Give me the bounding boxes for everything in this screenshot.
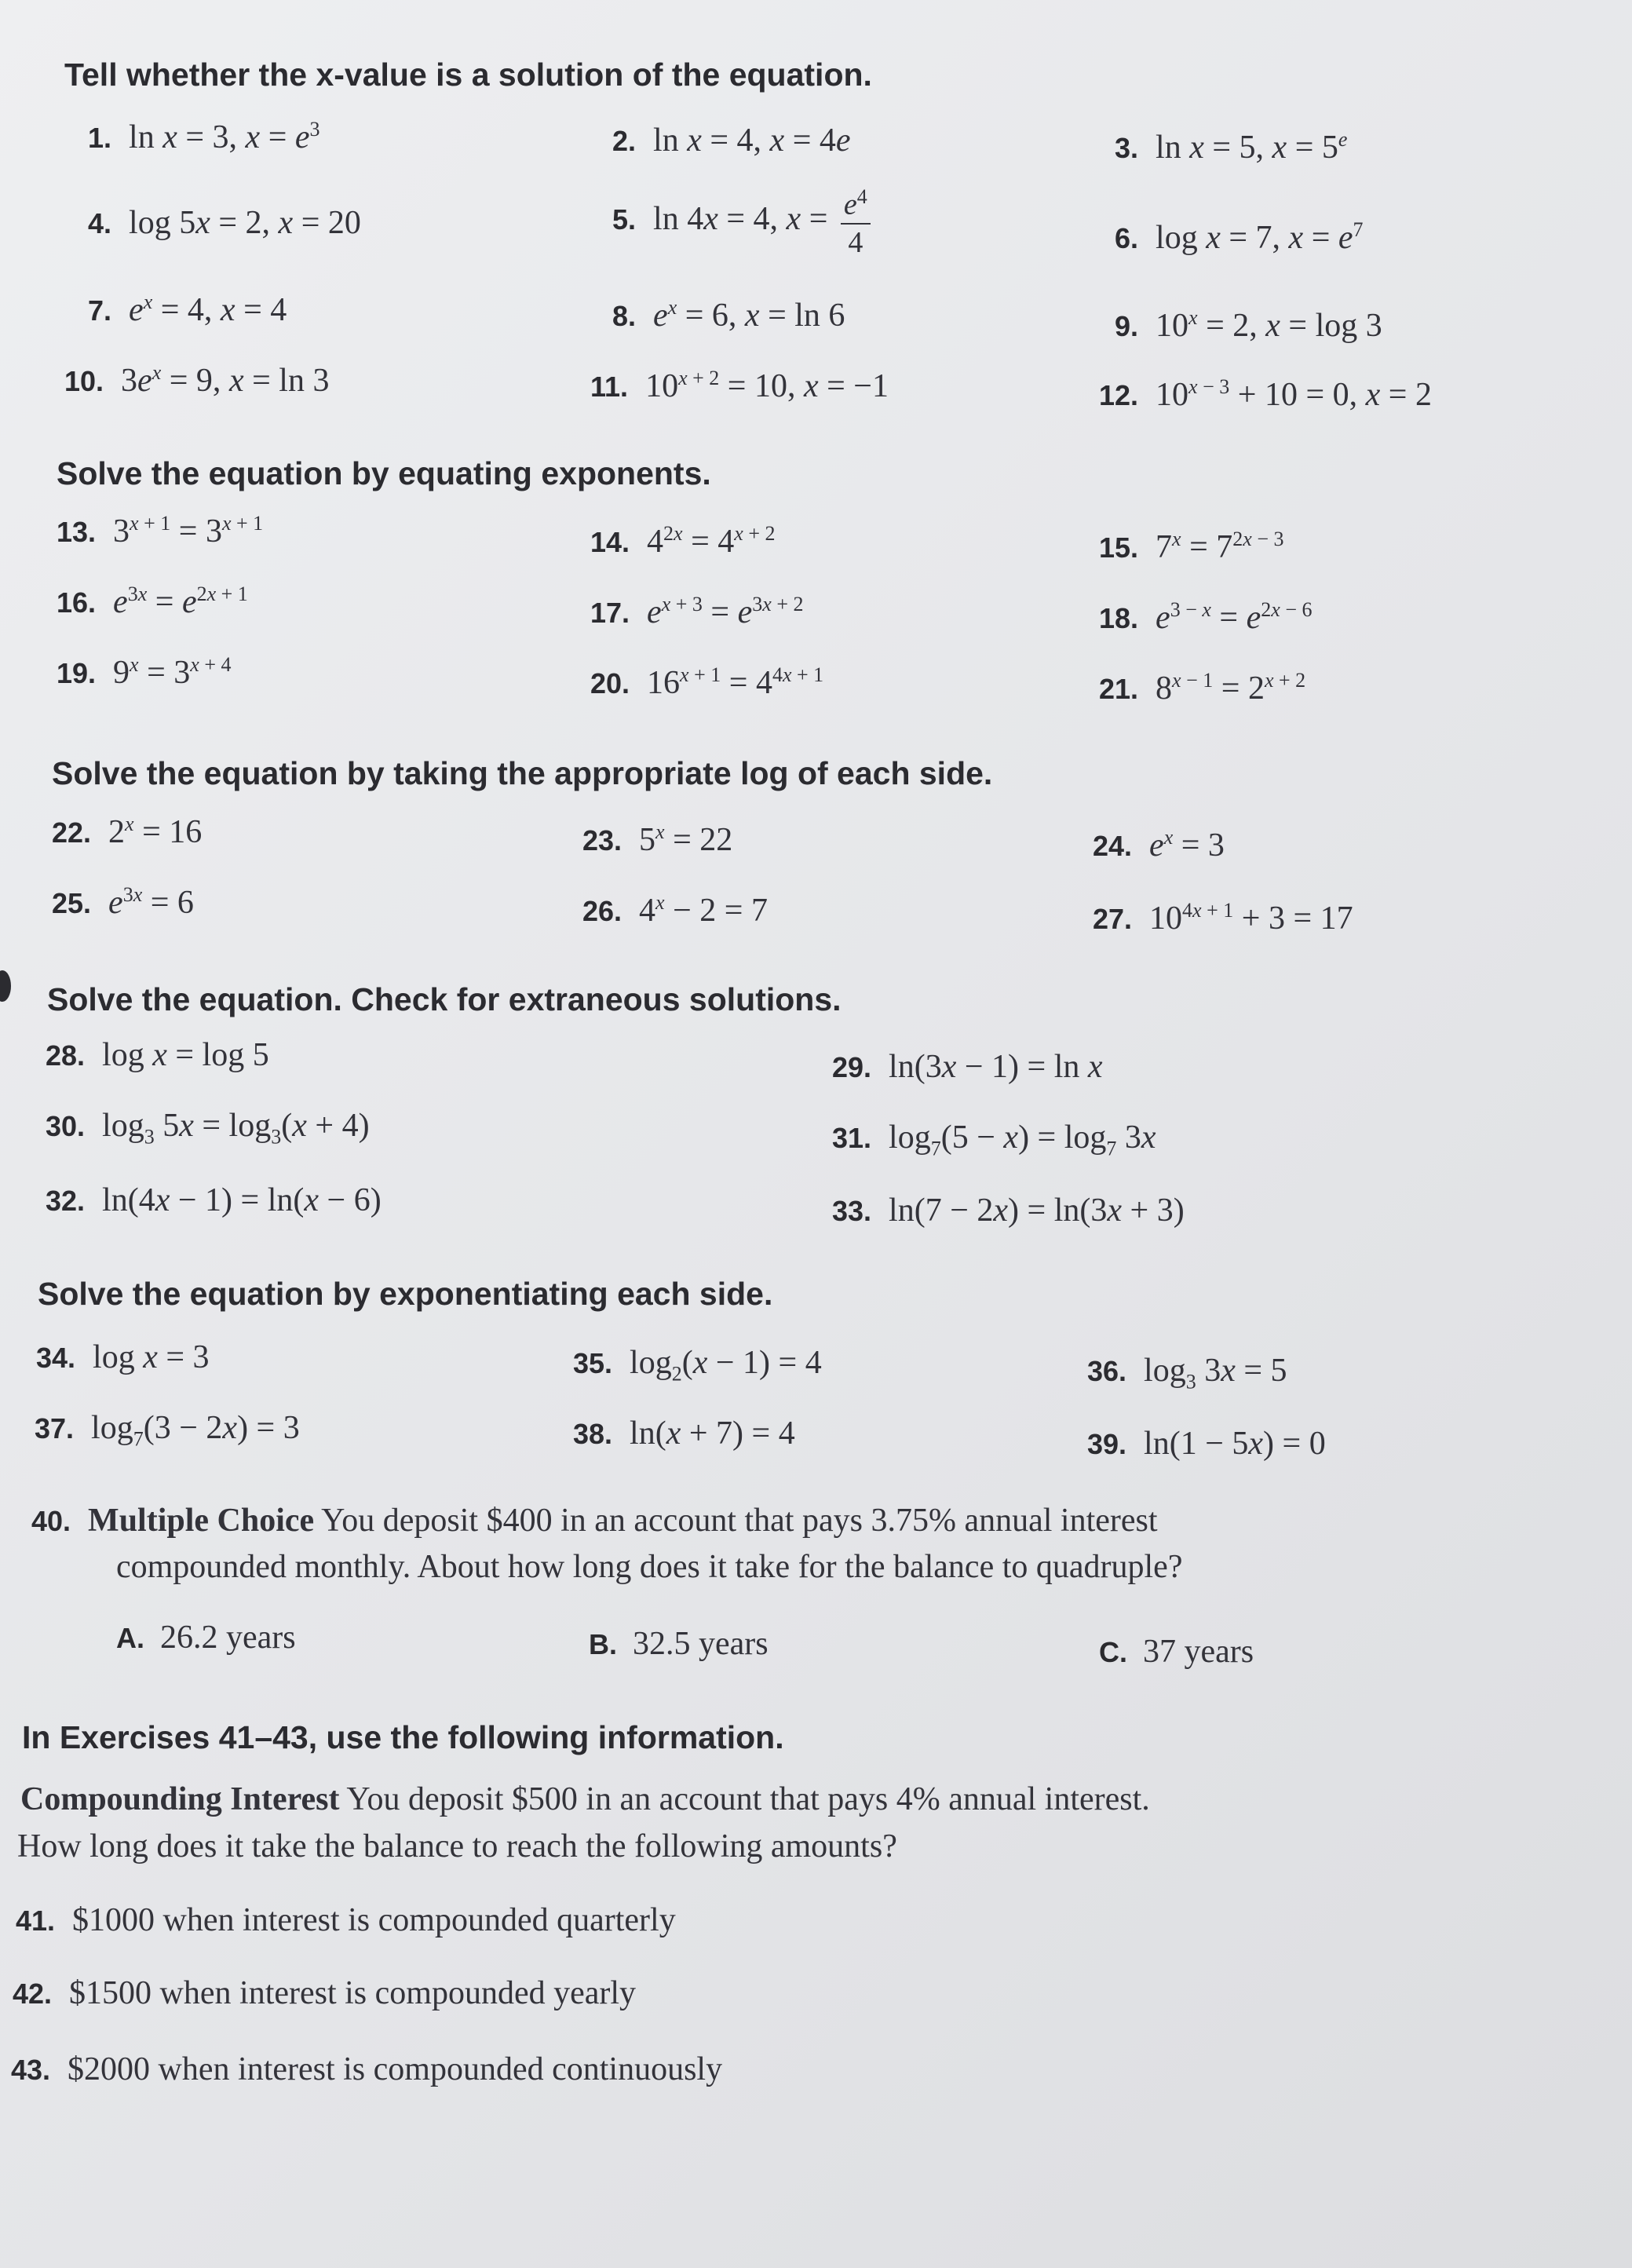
exercise-3: 3. ln x = 5, $x = 5^e$	[1115, 128, 1348, 166]
exercise-29: 29. ln(3x − 1) = ln x	[832, 1049, 1103, 1085]
exercise-6: 6. log x = 7, $x = e^7$	[1115, 218, 1364, 256]
exercise-25: 25. $e^{3x} = 6$	[52, 883, 194, 921]
exercise-8: 8. $e^x = 6$, x = ln 6	[612, 296, 845, 334]
choice-b: B. 32.5 years	[589, 1626, 769, 1662]
exercise-34: 34. log x = 3	[36, 1339, 210, 1375]
exercise-19: 19. $9^x = 3^{x + 4}$	[57, 653, 232, 691]
exercise-33: 33. ln(7 − 2x) = ln(3x + 3)	[832, 1192, 1185, 1229]
section-heading-1: Tell whether the x-value is a solution of the equation.	[64, 57, 872, 93]
exercise-10: 10. $3e^x = 9$, x = ln 3	[64, 361, 330, 399]
exercise-20: 20. $16^{x + 1} = 4^{4x + 1}$	[590, 663, 824, 701]
exercise-5: 5. ln 4x = 4, x = $\frac{e^4}{4}$	[612, 187, 871, 257]
exercise-40-line2: compounded monthly. About how long does it take for the balance to quadruple?	[116, 1549, 1183, 1585]
exercise-1: 1. ln x = 3, $x = e^3$	[88, 118, 320, 155]
exercise-2: 2. ln x = 4, x = 4e	[612, 122, 851, 159]
exercise-7: 7. $e^x = 4$, x = 4	[88, 290, 287, 328]
section-heading-4: Solve the equation. Check for extraneous solutions.	[47, 981, 842, 1017]
exercise-9: 9. $10^x = 2$, x = log 3	[1115, 306, 1382, 344]
exercise-31: 31. $\log_7(5 - x) = \log_7 3x$	[832, 1119, 1156, 1160]
section-heading-2: Solve the equation by equating exponents.	[57, 455, 711, 491]
exercise-43: 43. $2000 when interest is compounded continuously	[11, 2051, 723, 2087]
exercise-4: 4. log 5x = 2, x = 20	[88, 205, 361, 241]
choice-a: A. 26.2 years	[116, 1620, 296, 1656]
exercise-23: 23. $5^x = 22$	[582, 820, 733, 858]
exercise-14: 14. $4^{2x} = 4^{x + 2}$	[590, 522, 776, 560]
section-heading-5: Solve the equation by exponentiating each side.	[38, 1276, 773, 1312]
exercise-21: 21. $8^{x - 1} = 2^{x + 2}$	[1099, 669, 1306, 707]
exercise-26: 26. $4^x - 2 = 7$	[582, 891, 768, 929]
exercise-22: 22. $2^x = 16$	[52, 813, 203, 850]
exercise-30: 30. $\log_3 5x = \log_3(x + 4)$	[46, 1108, 370, 1149]
exercise-42: 42. $1500 when interest is compounded yearly	[13, 1975, 637, 2011]
exercise-18: 18. $e^{3 - x} = e^{2x - 6}$	[1099, 598, 1313, 636]
exercise-39: 39. ln(1 − 5x) = 0	[1087, 1426, 1326, 1462]
exercise-13: 13. $3^{x + 1} = 3^{x + 1}$	[57, 512, 264, 550]
exercise-36: 36. $\log_3 3x = 5$	[1087, 1353, 1287, 1393]
info-line1: Compounding Interest You deposit $500 in an account that pays 4% annual interest.	[20, 1781, 1150, 1817]
exercise-24: 24. $e^x = 3$	[1093, 826, 1225, 864]
choice-c: C. 37 years	[1099, 1634, 1254, 1670]
margin-bullet	[0, 970, 11, 1002]
info-line2: How long does it take the balance to reach the following amounts?	[17, 1828, 897, 1864]
compounding-interest-label: Compounding Interest	[20, 1781, 340, 1817]
exercise-38: 38. ln(x + 7) = 4	[573, 1415, 795, 1452]
section-heading-6: In Exercises 41–43, use the following information.	[22, 1719, 784, 1755]
section-heading-3: Solve the equation by taking the appropriate log of each side.	[52, 755, 993, 791]
exercise-32: 32. ln(4x − 1) = ln(x − 6)	[46, 1182, 382, 1218]
exercise-35: 35. $\log_2(x - 1) = 4$	[573, 1345, 822, 1386]
exercise-11: 11. $10^{x + 2} = 10$, x = −1	[590, 367, 889, 404]
exercise-17: 17. $e^{x + 3} = e^{3x + 2}$	[590, 593, 804, 630]
exercise-28: 28. log x = log 5	[46, 1037, 269, 1073]
exercise-16: 16. $e^{3x} = e^{2x + 1}$	[57, 583, 248, 620]
exercise-37: 37. $\log_7(3 - 2x) = 3$	[35, 1410, 300, 1451]
exercise-15: 15. $7^x = 7^{2x - 3}$	[1099, 528, 1284, 565]
exercise-12: 12. $10^{x - 3} + 10 = 0$, x = 2	[1099, 375, 1432, 413]
multiple-choice-label: Multiple Choice	[88, 1503, 315, 1539]
exercise-41: 41. $1000 when interest is compounded quarterly	[16, 1902, 676, 1938]
exercise-40: 40. Multiple Choice You deposit $400 in an account that pays 3.75% annual interest	[31, 1503, 1158, 1539]
exercise-27: 27. $10^{4x + 1} + 3 = 17$	[1093, 899, 1353, 937]
